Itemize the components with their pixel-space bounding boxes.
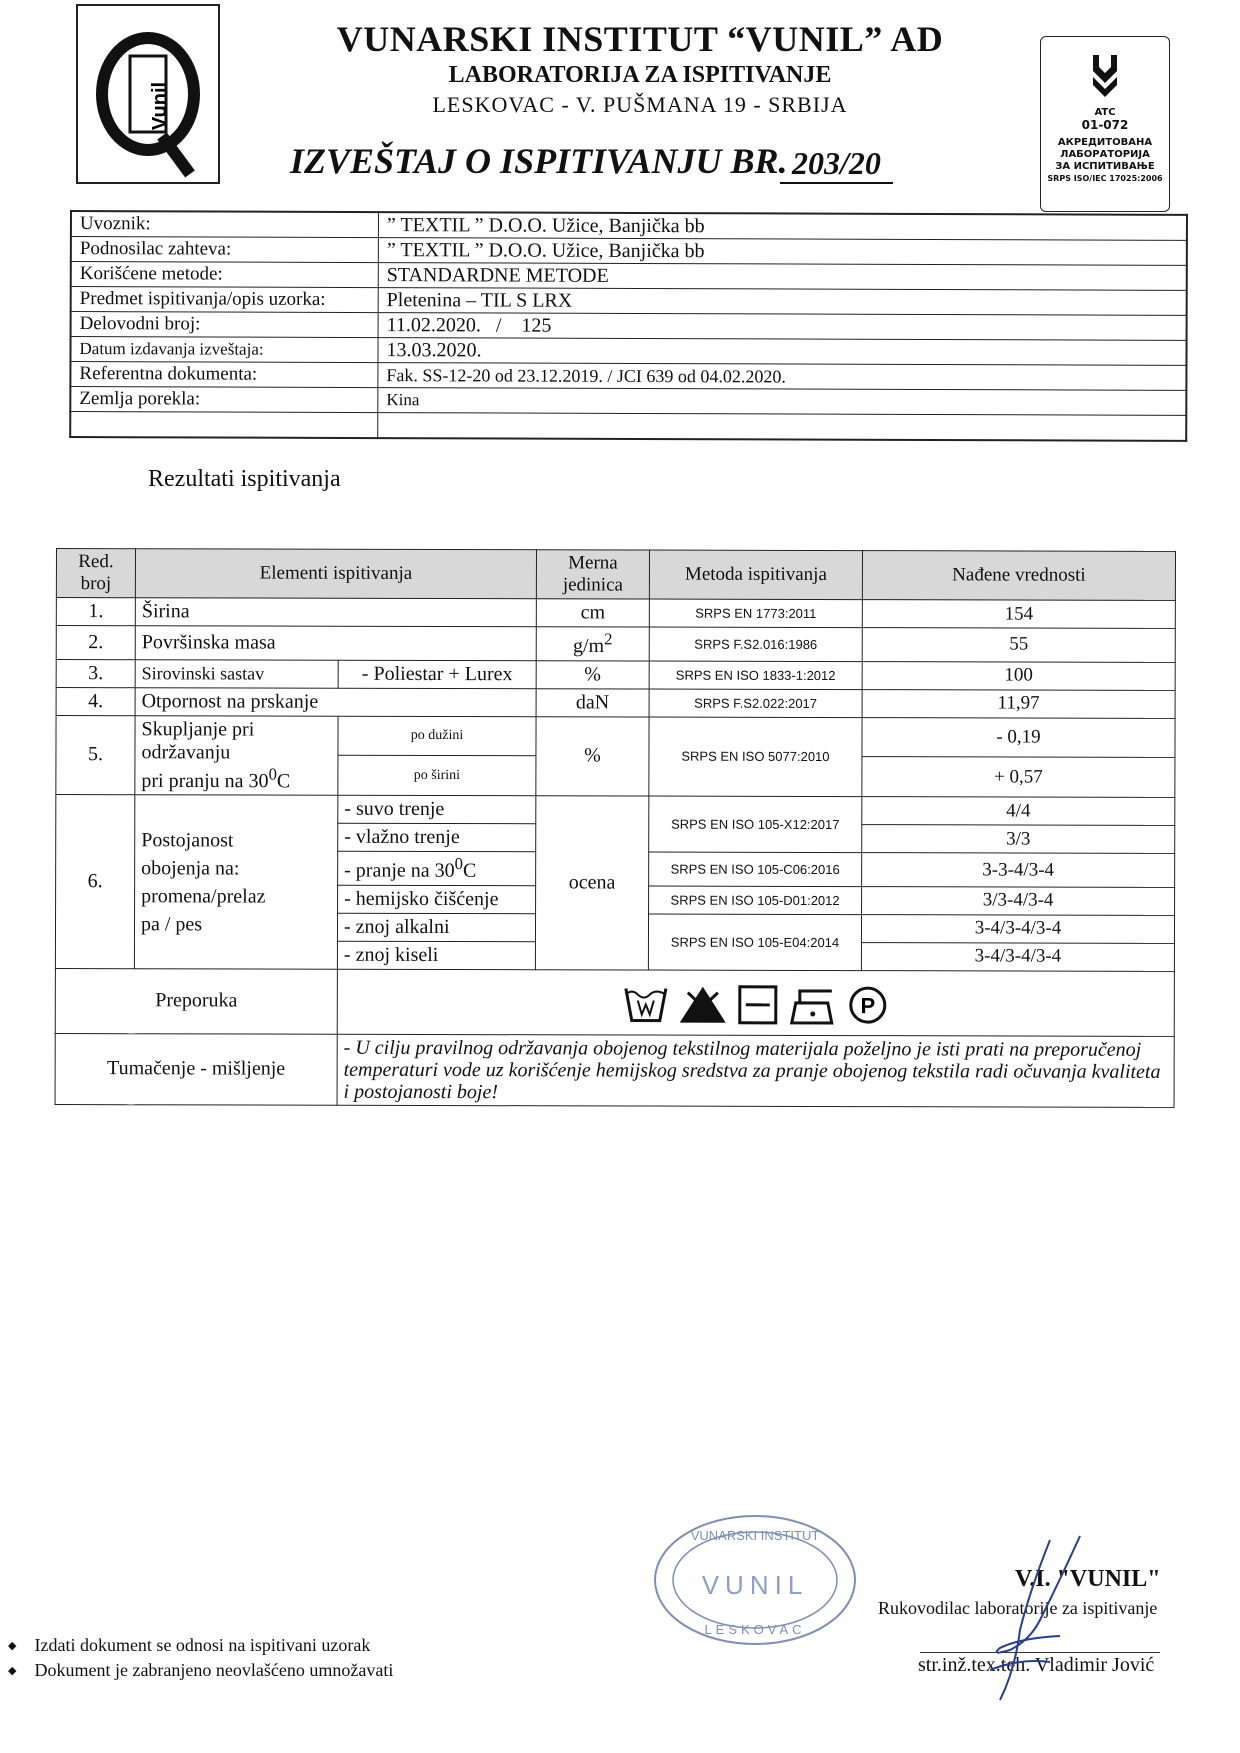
info-label: Korišćene metode: — [71, 262, 379, 288]
footer-note: ◆ Dokument je zabranjeno neovlašćeno umnožavati — [8, 1658, 393, 1683]
element-line-1: Postojanost — [141, 828, 234, 852]
atc-line-2: ЛАБОРАТОРИЈА — [1060, 149, 1150, 160]
report-info-table — [69, 210, 1188, 442]
table-row — [56, 687, 1175, 718]
info-value: 13.03.2020. — [378, 338, 1187, 366]
sub-label: - znoj kiseli — [337, 941, 535, 970]
header-no: Red. broj — [56, 549, 135, 598]
table-row — [56, 626, 1175, 663]
info-row — [71, 287, 1187, 316]
info-blank-cell — [70, 412, 378, 439]
info-row — [71, 237, 1187, 266]
stamp-top-text: VUNARSKI INSTITUT — [690, 1528, 820, 1543]
row-unit: ocena — [535, 796, 648, 970]
row-element: Otpornost na prskanje — [135, 687, 536, 716]
header-method: Metoda ispitivanja — [649, 550, 862, 600]
signer-organization: V.I. "VUNIL" — [1015, 1566, 1161, 1592]
row-value: + 0,57 — [862, 757, 1175, 798]
svg-text:P: P — [860, 993, 876, 1019]
q-logo-icon — [78, 6, 218, 182]
row-element: Sirovinski sastav — [135, 659, 338, 688]
row-value: 3-3-4/3-4 — [862, 853, 1175, 887]
atc-label: ATC — [1094, 107, 1116, 118]
care-symbols — [344, 974, 1168, 1032]
element-line-4: pa / pes — [140, 912, 203, 936]
info-row — [70, 362, 1186, 391]
sub-label: - hemijsko čišćenje — [338, 885, 536, 914]
info-label: Uvoznik: — [71, 211, 379, 238]
care-symbols-cell — [337, 969, 1174, 1036]
no-bleach-icon — [678, 985, 728, 1031]
row-unit: % — [536, 660, 649, 688]
info-value: STANDARDNE METODE — [378, 263, 1187, 291]
unit-text: g/m — [572, 635, 605, 658]
row-number: 4. — [56, 687, 135, 715]
row-method: SRPS EN ISO 105-C06:2016 — [649, 852, 862, 886]
row-value: 11,97 — [862, 689, 1175, 718]
element-line-2: obojenja na: — [141, 856, 240, 880]
report-title: IZVEŠTAJ O ISPITIVANJU BR. — [290, 141, 788, 181]
atc-line-3: ЗА ИСПИТИВАЊЕ — [1055, 161, 1155, 172]
info-value: Fak. SS-12-20 od 23.12.2019. / JCI 639 od 04.02.2020. — [378, 363, 1187, 391]
row-method: SRPS EN 1773:2011 — [649, 599, 862, 628]
institute-logo — [76, 4, 220, 184]
row-method: SRPS F.S2.022:2017 — [649, 689, 862, 718]
header-value: Nađene vrednosti — [862, 551, 1175, 601]
signer-role: Rukovodilac laboratorije za ispitivanje — [878, 1598, 1158, 1618]
info-row — [71, 312, 1187, 341]
signer-name: str.inž.tex.teh. Vladimir Jović — [918, 1654, 1155, 1676]
results-heading: Rezultati ispitivanja — [148, 466, 341, 492]
row-value: 55 — [862, 628, 1175, 662]
institute-name: VUNARSKI INSTITUT “VUNIL” AD — [336, 19, 944, 59]
results-table — [55, 548, 1176, 1108]
info-label: Podnosilac zahteva: — [71, 237, 379, 263]
iron-icon — [788, 985, 838, 1031]
row-number: 1. — [56, 598, 135, 626]
unit-superscript: 2 — [604, 629, 613, 649]
row-unit — [536, 627, 649, 661]
info-row — [71, 211, 1187, 240]
info-label: Zemlja porekla: — [70, 387, 378, 413]
row-method: SRPS EN ISO 105-E04:2014 — [648, 914, 861, 971]
row-element: Širina — [135, 598, 536, 627]
element-line-3: promena/prelaz — [141, 884, 266, 908]
row-method: SRPS EN ISO 105-X12:2017 — [649, 796, 862, 853]
institute-stamp — [650, 1510, 860, 1650]
info-label: Datum izdavanja izveštaja: — [70, 337, 378, 363]
info-value: ” TEXTIL ” D.O.O. Užice, Banjička bb — [378, 212, 1187, 240]
info-label: Predmet ispitivanja/opis uzorka: — [71, 287, 379, 313]
row-value: - 0,19 — [862, 717, 1175, 758]
row-method: SRPS EN ISO 105-D01:2012 — [649, 886, 862, 915]
svg-text:Vunil: Vunil — [149, 81, 171, 131]
sub-label: - suvo trenje — [338, 796, 536, 825]
element-text: pri pranju na 30 — [141, 769, 269, 792]
row-number: 5. — [56, 715, 135, 795]
header-element: Elementi ispitivanja — [135, 549, 536, 599]
info-row — [70, 337, 1186, 366]
table-row — [56, 659, 1175, 690]
sub-label: po dužini — [338, 716, 536, 756]
info-blank-cell — [378, 413, 1187, 441]
stamp-icon — [650, 1510, 860, 1650]
row-value: 3-4/3-4/3-4 — [861, 915, 1174, 944]
laboratory-name: LABORATORIJA ZA ISPITIVANJE — [448, 62, 832, 88]
tumble-dry-icon — [738, 985, 778, 1031]
row-unit: % — [536, 716, 649, 796]
info-label: Referentna dokumenta: — [70, 362, 378, 388]
row-element — [135, 715, 338, 795]
element-line-1: Skupljanje pri održavanju — [141, 717, 255, 764]
row-element — [134, 795, 337, 969]
row-number: 6. — [55, 795, 134, 969]
interpretation-label: Tumačenje - mišljenje — [55, 1033, 337, 1105]
info-row — [71, 262, 1187, 291]
interpretation-row — [55, 1033, 1174, 1107]
table-row — [56, 795, 1175, 826]
element-line-2 — [141, 764, 331, 793]
row-number: 2. — [56, 626, 135, 660]
stamp-center-text: VUNIL — [701, 1570, 809, 1600]
table-row — [56, 715, 1175, 758]
row-value: 3/3-4/3-4 — [862, 887, 1175, 916]
dry-clean-p-icon — [848, 985, 888, 1031]
footer-note: ◆ Izdati dokument se odnosi na ispitivani uzorak — [8, 1633, 393, 1658]
sub-label: po širini — [338, 756, 536, 796]
row-method: SRPS EN ISO 1833-1:2012 — [649, 661, 862, 690]
row-value: 3/3 — [862, 825, 1175, 854]
row-method: SRPS F.S2.016:1986 — [649, 627, 862, 661]
row-unit: daN — [536, 688, 649, 716]
sub-label: - vlažno trenje — [338, 824, 536, 853]
info-value: Kina — [378, 388, 1187, 416]
row-unit: cm — [536, 599, 649, 627]
recommendation-label: Preporuka — [55, 968, 337, 1034]
report-number: 203/20 — [780, 145, 893, 184]
row-element: Površinska masa — [135, 626, 536, 661]
washing-30-icon — [624, 984, 668, 1030]
footer-notes — [8, 1633, 393, 1683]
row-value: 3-4/3-4/3-4 — [861, 943, 1174, 972]
info-row-blank — [70, 412, 1186, 441]
row-value: 100 — [862, 661, 1175, 690]
sub-label — [338, 852, 536, 886]
interpretation-text: - U cilju pravilnog održavanja obojenog tekstilnog materijala poželjno je isti prati na preporučenoj temperaturi vode uz korišćenje hemijskog sredstva za pranje obojenog tekstila radi očuvanja kvaliteta i postojanosti boje! — [337, 1034, 1174, 1107]
results-header-row — [56, 549, 1175, 601]
row-value: 154 — [862, 600, 1175, 629]
row-method: SRPS EN ISO 5077:2010 — [649, 717, 862, 797]
atc-logo-icon — [1085, 53, 1125, 99]
info-label: Delovodni broj: — [71, 312, 379, 338]
degree-sup: 0 — [268, 764, 277, 784]
atc-line-1: АКРЕДИТОВАНА — [1057, 137, 1153, 148]
info-value: Pletenina – TIL S LRX — [378, 288, 1187, 316]
info-value: 11.02.2020. / 125 — [378, 313, 1187, 341]
row-detail: - Poliestar + Lurex — [338, 660, 536, 689]
degree-sup: 0 — [454, 854, 464, 874]
sub-suffix: C — [462, 860, 477, 883]
info-row — [70, 387, 1186, 416]
sub-label: - znoj alkalni — [337, 913, 535, 942]
sub-text: - pranje na 30 — [344, 859, 455, 883]
institute-address: LESKOVAC - V. PUŠMANA 19 - SRBIJA — [432, 92, 848, 117]
stamp-bottom-text: LESKOVAC — [704, 1622, 806, 1637]
info-value: ” TEXTIL ” D.O.O. Užice, Banjička bb — [378, 238, 1187, 266]
handwritten-signature — [930, 1530, 1170, 1710]
element-suffix: C — [276, 769, 291, 792]
header-unit: Merna jedinica — [536, 550, 649, 599]
recommendation-row — [55, 968, 1174, 1036]
accreditation-badge — [1040, 36, 1170, 212]
row-number: 3. — [56, 659, 135, 687]
table-row — [56, 598, 1175, 629]
atc-standard: SRPS ISO/IEC 17025:2006 — [1047, 174, 1163, 183]
atc-code: 01-072 — [1081, 118, 1129, 132]
row-value: 4/4 — [862, 797, 1175, 826]
